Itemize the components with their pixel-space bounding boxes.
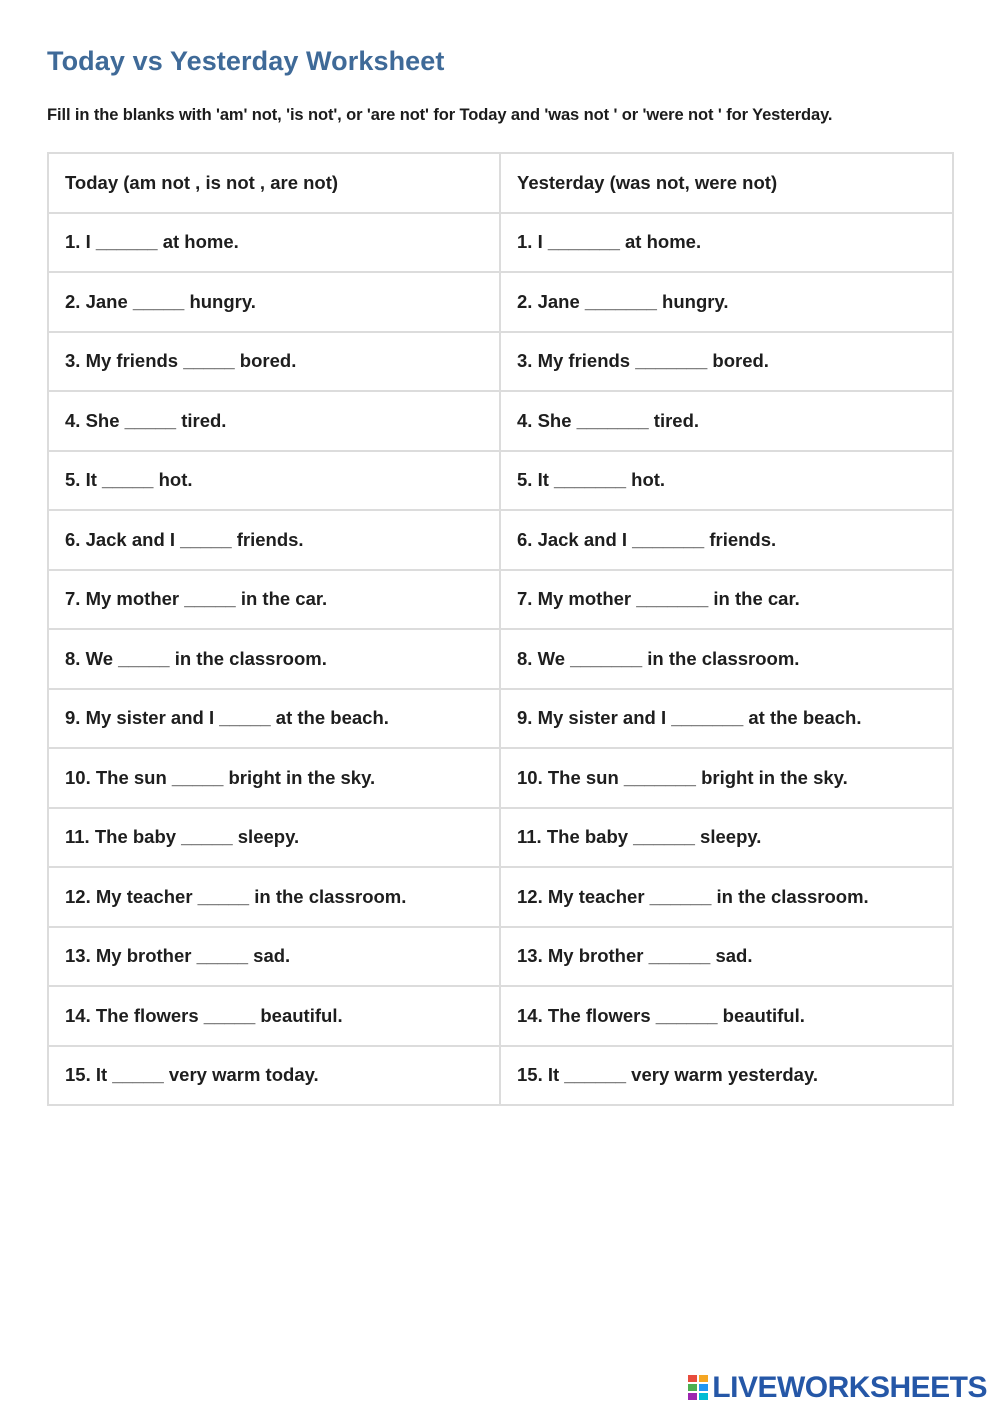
header-yesterday: Yesterday (was not, were not) (500, 153, 953, 213)
today-sentence: 1. I ______ at home. (48, 213, 500, 273)
today-sentence: 2. Jane _____ hungry. (48, 272, 500, 332)
yesterday-sentence: 11. The baby ______ sleepy. (500, 808, 953, 868)
yesterday-sentence: 12. My teacher ______ in the classroom. (500, 867, 953, 927)
logo-text: LIVEWORKSHEETS (712, 1371, 987, 1404)
yesterday-sentence: 15. It ______ very warm yesterday. (500, 1046, 953, 1106)
today-sentence: 15. It _____ very warm today. (48, 1046, 500, 1106)
table-row (48, 748, 953, 808)
table-row (48, 213, 953, 273)
yesterday-sentence: 7. My mother _______ in the car. (500, 570, 953, 630)
table-row (48, 689, 953, 749)
table-row (48, 451, 953, 511)
yesterday-sentence: 14. The flowers ______ beautiful. (500, 986, 953, 1046)
yesterday-sentence: 10. The sun _______ bright in the sky. (500, 748, 953, 808)
logo-block (688, 1393, 697, 1400)
today-sentence: 6. Jack and I _____ friends. (48, 510, 500, 570)
table-header-row (48, 153, 953, 213)
logo-block (699, 1375, 708, 1382)
table-row (48, 986, 953, 1046)
today-sentence: 14. The flowers _____ beautiful. (48, 986, 500, 1046)
today-sentence: 10. The sun _____ bright in the sky. (48, 748, 500, 808)
worksheet-table (47, 152, 954, 1106)
yesterday-sentence: 4. She _______ tired. (500, 391, 953, 451)
today-sentence: 3. My friends _____ bored. (48, 332, 500, 392)
table-row (48, 808, 953, 868)
table-row (48, 272, 953, 332)
table-row (48, 510, 953, 570)
instructions-text: Fill in the blanks with 'am' not, 'is not', or 'are not' for Today and 'was not ' or 'were not ' for Yesterday. (47, 106, 833, 124)
yesterday-sentence: 5. It _______ hot. (500, 451, 953, 511)
table-row (48, 867, 953, 927)
logo-block (688, 1375, 697, 1382)
table-row (48, 391, 953, 451)
table-row (48, 1046, 953, 1106)
yesterday-sentence: 13. My brother ______ sad. (500, 927, 953, 987)
logo-block (688, 1384, 697, 1391)
liveworksheets-logo (688, 1372, 987, 1404)
today-sentence: 12. My teacher _____ in the classroom. (48, 867, 500, 927)
header-today: Today (am not , is not , are not) (48, 153, 500, 213)
today-sentence: 9. My sister and I _____ at the beach. (48, 689, 500, 749)
table-row (48, 927, 953, 987)
yesterday-sentence: 3. My friends _______ bored. (500, 332, 953, 392)
liveworksheets-logo-icon (688, 1375, 710, 1401)
today-sentence: 7. My mother _____ in the car. (48, 570, 500, 630)
logo-block (699, 1393, 708, 1400)
yesterday-sentence: 2. Jane _______ hungry. (500, 272, 953, 332)
yesterday-sentence: 9. My sister and I _______ at the beach. (500, 689, 953, 749)
today-sentence: 13. My brother _____ sad. (48, 927, 500, 987)
today-sentence: 4. She _____ tired. (48, 391, 500, 451)
table-row (48, 570, 953, 630)
yesterday-sentence: 1. I _______ at home. (500, 213, 953, 273)
yesterday-sentence: 6. Jack and I _______ friends. (500, 510, 953, 570)
today-sentence: 5. It _____ hot. (48, 451, 500, 511)
worksheet-title: Today vs Yesterday Worksheet (47, 46, 445, 76)
today-sentence: 11. The baby _____ sleepy. (48, 808, 500, 868)
table-row (48, 332, 953, 392)
logo-block (699, 1384, 708, 1391)
yesterday-sentence: 8. We _______ in the classroom. (500, 629, 953, 689)
today-sentence: 8. We _____ in the classroom. (48, 629, 500, 689)
table-row (48, 629, 953, 689)
